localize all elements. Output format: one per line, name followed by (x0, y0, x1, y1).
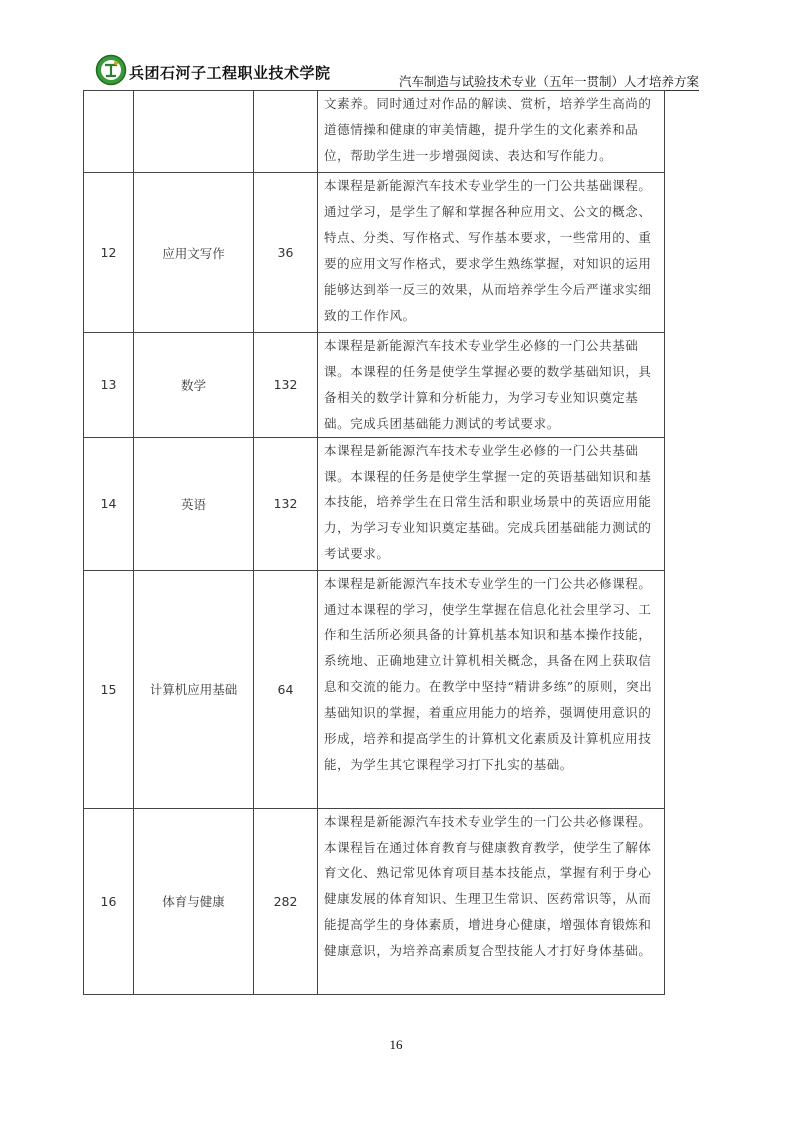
course-hours: 36 (254, 173, 318, 333)
course-description: 本课程是新能源汽车技术专业学生必修的一门公共基础课。本课程的任务是使学生掌握一定的英语基础知识和基本技能，培养学生在日常生活和职业场景中的英语应用能力，为学习专业知识奠定基础。完成兵团基础能力测试的考试要求。 (318, 437, 665, 570)
table-row (84, 570, 665, 808)
school-logo-icon (95, 54, 127, 86)
table-row (84, 173, 665, 333)
page-header (95, 52, 699, 91)
course-number: 14 (84, 437, 134, 570)
course-description: 本课程是新能源汽车技术专业学生的一门公共必修课程。通过本课程的学习，使学生掌握在信息化社会里学习、工作和生活所必须具备的计算机基本知识和基本操作技能，系统地、正确地建立计算机相关概念，具备在网上获取信息和交流的能力。在教学中坚持“精讲多练”的原则，突出基础知识的掌握，着重应用能力的培养，强调使用意识的形成，培养和提高学生的计算机文化素质及计算机应用技能，为学生其它课程学习打下扎实的基础。 (318, 570, 665, 808)
course-name: 数学 (134, 333, 254, 438)
document-title: 汽车制造与试验技术专业（五年一贯制）人才培养方案 (398, 74, 699, 89)
school-name: 兵团石河子工程职业技术学院 (129, 64, 331, 82)
table-row (84, 91, 665, 173)
table-row (84, 808, 665, 994)
course-description: 本课程是新能源汽车技术专业学生的一门公共基础课程。通过学习，是学生了解和掌握各种应用文、公文的概念、特点、分类、写作格式、写作基本要求，一些常用的、重要的应用文写作格式，要求学生熟练掌握，对知识的运用能够达到举一反三的效果，从而培养学生今后严谨求实细致的工作作风。 (318, 173, 665, 333)
course-number: 13 (84, 333, 134, 438)
course-number: 15 (84, 570, 134, 808)
course-number: 16 (84, 808, 134, 994)
course-name: 英语 (134, 437, 254, 570)
course-name: 体育与健康 (134, 808, 254, 994)
course-table (83, 90, 665, 995)
course-hours: 282 (254, 808, 318, 994)
course-hours (254, 91, 318, 173)
course-number: 12 (84, 173, 134, 333)
page-number: 16 (389, 1037, 403, 1052)
course-hours: 132 (254, 333, 318, 438)
course-hours: 132 (254, 437, 318, 570)
course-hours: 64 (254, 570, 318, 808)
course-description: 本课程是新能源汽车技术专业学生必修的一门公共基础课。本课程的任务是使学生掌握必要的数学基础知识，具备相关的数学计算和分析能力，为学习专业知识奠定基础。完成兵团基础能力测试的考试要求。 (318, 333, 665, 438)
table-row (84, 333, 665, 438)
course-description: 文素养。同时通过对作品的解读、赏析，培养学生高尚的道德情操和健康的审美情趣，提升学生的文化素养和品位，帮助学生进一步增强阅读、表达和写作能力。 (318, 91, 665, 173)
course-description: 本课程是新能源汽车技术专业学生的一门公共必修课程。本课程旨在通过体育教育与健康教育教学，使学生了解体育文化、熟记常见体育项目基本技能点，掌握有利于身心健康发展的体育知识、生理卫生常识、医药常识等，从而能提高学生的身体素质，增进身心健康，增强体育锻炼和健康意识，为培养高素质复合型技能人才打好身体基础。 (318, 808, 665, 994)
course-name: 计算机应用基础 (134, 570, 254, 808)
course-number (84, 91, 134, 173)
course-name (134, 91, 254, 173)
course-name: 应用文写作 (134, 173, 254, 333)
table-row (84, 437, 665, 570)
